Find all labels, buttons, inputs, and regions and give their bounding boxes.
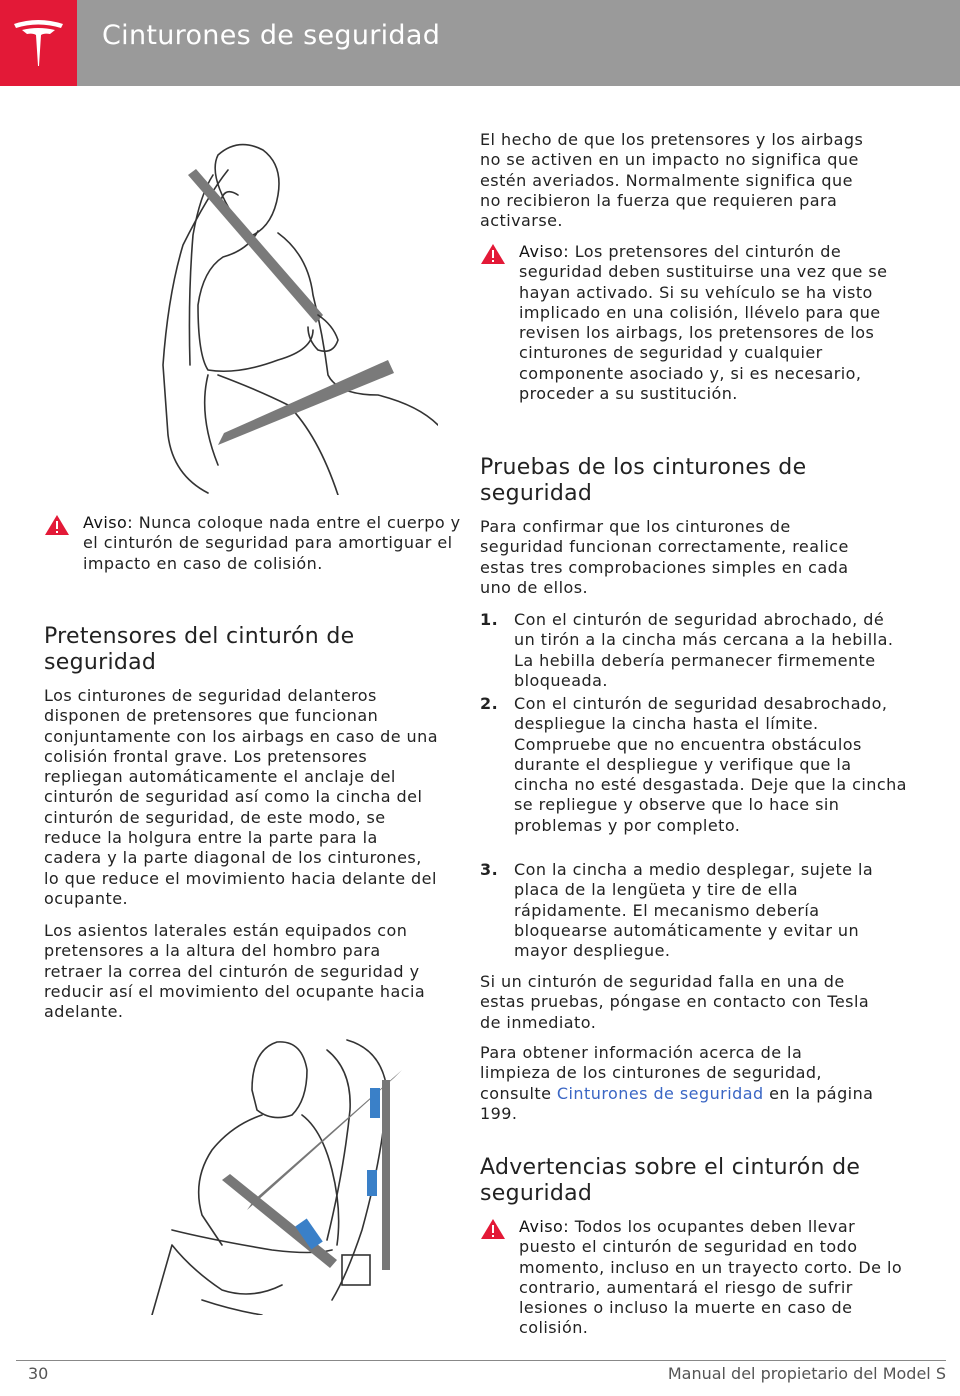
cleaning-reference-text: Para obtener información acerca de la limpieza de los cinturones de seguridad, consulte — [480, 1043, 822, 1103]
tesla-t-icon — [12, 18, 65, 68]
warning-label: Aviso: — [83, 513, 134, 532]
warning-icon — [44, 514, 70, 536]
section-heading-seatbelt-tests: Pruebas de los cinturones de seguridad — [480, 455, 807, 506]
cleaning-reference-page: en la página 199. — [480, 1083, 874, 1123]
paragraph-cleaning-reference — [480, 1043, 875, 1124]
section-heading-seatbelt-warnings: Advertencias sobre el cinturón de seguridad — [480, 1155, 861, 1206]
cleaning-reference-link[interactable]: Cinturones de seguridad — [556, 1083, 764, 1103]
seated-man-seatbelt-illustration — [112, 1030, 412, 1315]
warning-label: Aviso: — [519, 1217, 570, 1236]
step-number: 2. — [480, 694, 499, 713]
paragraph-not-activated: El hecho de que los pretensores y los airbags no se activen en un impacto no significa que estén averiados. Normalmente significa que no recibieron la fuerza que requieren para activarse. — [480, 130, 864, 231]
page-header — [0, 0, 960, 86]
warning-text: Los pretensores del cinturón de seguridad deben sustituirse una vez que se hayan activado. Si su vehículo se ha visto implicado en una colisión, llévelo para que revisen los airbags, los pretensores de los cinturones de seguridad y cualquier componente asociado y, si es necesario, proceder a su sustitución. — [519, 242, 888, 404]
paragraph-tests-intro: Para confirmar que los cinturones de seguridad funcionan correctamente, realice estas tres comprobaciones simples en cada uno de ellos. — [480, 517, 849, 597]
warning-icon — [480, 1218, 506, 1240]
pregnant-woman-seatbelt-illustration — [138, 135, 438, 495]
section-heading-pretensioners: Pretensores del cinturón de seguridad — [44, 624, 355, 675]
page-number: 30 — [28, 1364, 49, 1383]
test-step — [480, 860, 909, 961]
footer-divider — [16, 1360, 946, 1361]
step-number: 3. — [480, 860, 499, 879]
paragraph-test-failure: Si un cinturón de seguridad falla en una de estas pruebas, póngase en contacto con Tesla de inmediato. — [480, 972, 870, 1032]
paragraph-shoulder-pretensioners: Los asientos laterales están equipados con pretensores a la altura del hombro para retraer la correa del cinturón de seguridad y reducir así el movimiento del ocupante hacia adelante. — [44, 921, 426, 1022]
step-text: Con el cinturón de seguridad desabrochado, despliegue la cincha hasta el límite. Compruebe que no encuentra obstáculos durante el despliegue y verifique que la cincha no esté desgastada. Deje que la cincha se repliegue y observe que lo hace sin problemas y por completo. — [514, 694, 907, 835]
warning-cushion — [44, 513, 478, 574]
paragraph-pretensioners: Los cinturones de seguridad delanteros disponen de pretensores que funcionan conjuntamente con los airbags en caso de una colisión frontal grave. Los pretensores repliegan automáticamente el anclaje del cinturón de seguridad así como la cincha del cinturón de seguridad, de este modo, se reduce la holgura entre la parte para la cadera y la parte diagonal de los cinturones, lo que reduce el movimiento hacia delante del ocupante. — [44, 686, 438, 908]
warning-text: Nunca coloque nada entre el cuerpo y el cinturón de seguridad para amortiguar el impacto en caso de colisión. — [83, 513, 461, 573]
step-number: 1. — [480, 610, 499, 629]
warning-label: Aviso: — [519, 242, 570, 261]
tesla-logo — [0, 0, 77, 86]
page-title: Cinturones de seguridad — [102, 20, 441, 51]
warning-icon — [480, 243, 506, 265]
warning-text: Todos los ocupantes deben llevar puesto el cinturón de seguridad en todo momento, incluso en un trayecto corto. De lo contrario, aumentará el riesgo de sufrir lesiones o incluso la muerte en caso de colisión. — [519, 1217, 903, 1338]
test-step — [480, 694, 909, 836]
step-text: Con la cincha a medio desplegar, sujete la placa de la lengüeta y tire de ella rápidamente. El mecanismo debería bloquearse automáticamente y evitar un mayor despliegue. — [514, 860, 874, 961]
step-text: Con el cinturón de seguridad abrochado, dé un tirón a la cincha más cercana a la hebilla. La hebilla debería permanecer firmemente bloqueada. — [514, 610, 894, 690]
warning-replace-pretensioners — [480, 242, 914, 404]
test-step — [480, 610, 909, 691]
footer-manual-title: Manual del propietario del Model S — [667, 1364, 946, 1383]
warning-always-wear-seatbelt — [480, 1217, 914, 1339]
